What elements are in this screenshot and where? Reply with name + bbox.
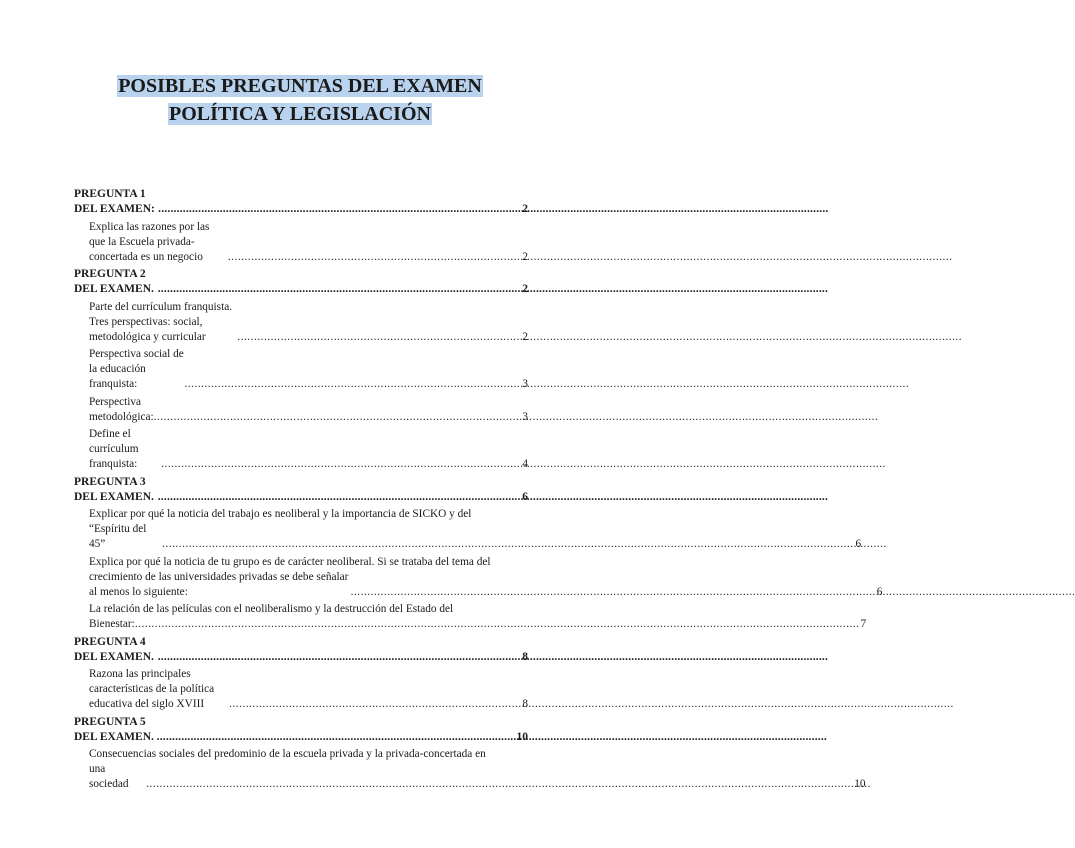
dot-leader [158, 650, 522, 665]
document-title [0, 72, 600, 128]
toc-entry-text: Define el currículum franquista: [89, 428, 139, 470]
toc-entry-noticia-trabajo[interactable] [74, 507, 862, 552]
toc-entry-consecuencias-sociales[interactable] [74, 747, 866, 792]
toc-entry-perspectiva-social[interactable] [74, 347, 528, 392]
toc-entry-text: Parte del currículum franquista. Tres perspectivas: social, metodológica y curricular [89, 300, 233, 343]
toc-entry-text: Razona las principales características de la política educativa del siglo XVIII [89, 668, 215, 710]
dot-leader [146, 777, 853, 792]
dot-leader [161, 457, 521, 472]
dot-leader [185, 377, 522, 392]
toc-entry-pregunta-1[interactable] [74, 187, 528, 217]
dot-leader [229, 697, 521, 712]
toc-page-number: 8 [522, 698, 528, 710]
toc-page-number: 6 [876, 585, 883, 598]
toc-entry-text-line-2: crecimiento de las universidades privadas se debe señalar al menos lo siguiente: [89, 570, 349, 598]
dot-leader [237, 330, 521, 345]
toc-entry-curriculum-franquista[interactable] [74, 300, 528, 345]
dot-leader [158, 202, 521, 217]
dot-leader [351, 585, 876, 600]
toc-page-number: 2 [522, 203, 528, 215]
toc-entry-perspectiva-metodologica[interactable] [74, 395, 528, 425]
toc-page-number: 2 [522, 330, 528, 343]
dot-leader [158, 490, 522, 505]
toc-entry-pregunta-3[interactable] [74, 475, 528, 505]
toc-entry-text-line-2: “Espíritu del 45” [89, 523, 147, 550]
toc-entry-text: PREGUNTA 4 DEL EXAMEN. [74, 635, 154, 663]
toc-page-number: 3 [522, 410, 528, 423]
toc-entry-text-line-1: Explica por qué la noticia de tu grupo es de carácter neoliberal. Si se trataba del tema del [89, 555, 491, 568]
toc-page-number: 3 [522, 378, 528, 390]
toc-entry-text-line-1: La relación de las películas con el neoliberalismo y la destrucción del Estado del [89, 603, 454, 615]
toc-entry-text: PREGUNTA 2 DEL EXAMEN. [74, 268, 154, 295]
dot-leader [228, 250, 522, 265]
toc-entry-text: Perspectiva social de la educación franquista: [89, 348, 184, 390]
toc-entry-text-line-2: Bienestar: [89, 618, 135, 630]
dot-leader [157, 730, 516, 745]
toc-page-number: 4 [522, 458, 528, 470]
toc-page-number: 2 [522, 283, 528, 295]
toc-page-number: 7 [860, 618, 867, 630]
title-line-1: POSIBLES PREGUNTAS DEL EXAMEN [118, 75, 482, 97]
dot-leader [135, 617, 860, 632]
toc-entry-text-line-1: Explicar por qué la noticia del trabajo es neoliberal y la importancia de SICKO y del [89, 508, 472, 520]
toc-page-number: 2 [522, 250, 528, 263]
toc-entry-politica-siglo-xviii[interactable] [74, 667, 528, 712]
toc-entry-text-line-1: Consecuencias sociales del predominio de la escuela privada y la privada-concertada en [89, 748, 486, 760]
toc-entry-define-curriculum[interactable] [74, 427, 528, 472]
toc-entry-text: Explica las razones por las que la Escuela privada-concertada es un negocio [89, 220, 210, 263]
toc-entry-noticia-grupo[interactable] [74, 555, 883, 600]
table-of-contents [74, 187, 883, 795]
dot-leader [162, 537, 854, 552]
dot-leader [158, 282, 522, 297]
toc-page-number: 6 [522, 490, 528, 503]
toc-entry-text: PREGUNTA 3 DEL EXAMEN. [74, 475, 154, 503]
toc-entry-pregunta-4[interactable] [74, 635, 528, 665]
toc-entry-text-line-2: una sociedad [89, 763, 129, 790]
dot-leader [154, 410, 522, 425]
toc-entry-escuela-negocio[interactable] [74, 220, 528, 265]
toc-entry-text: Perspectiva metodológica: [89, 395, 154, 423]
toc-entry-text: PREGUNTA 5 DEL EXAMEN. [74, 715, 154, 743]
toc-page-number: 8 [522, 650, 528, 663]
toc-entry-pregunta-2[interactable] [74, 267, 528, 297]
title-line-2: POLÍTICA Y LEGISLACIÓN [169, 103, 431, 125]
toc-entry-text: PREGUNTA 1 DEL EXAMEN: [74, 188, 155, 215]
toc-entry-pregunta-5[interactable] [74, 715, 528, 745]
toc-page-number: 10 [516, 730, 528, 743]
toc-page-number: 10 [854, 778, 866, 790]
toc-page-number: 6 [855, 538, 862, 550]
toc-entry-peliculas-neoliberalismo[interactable] [74, 602, 867, 632]
